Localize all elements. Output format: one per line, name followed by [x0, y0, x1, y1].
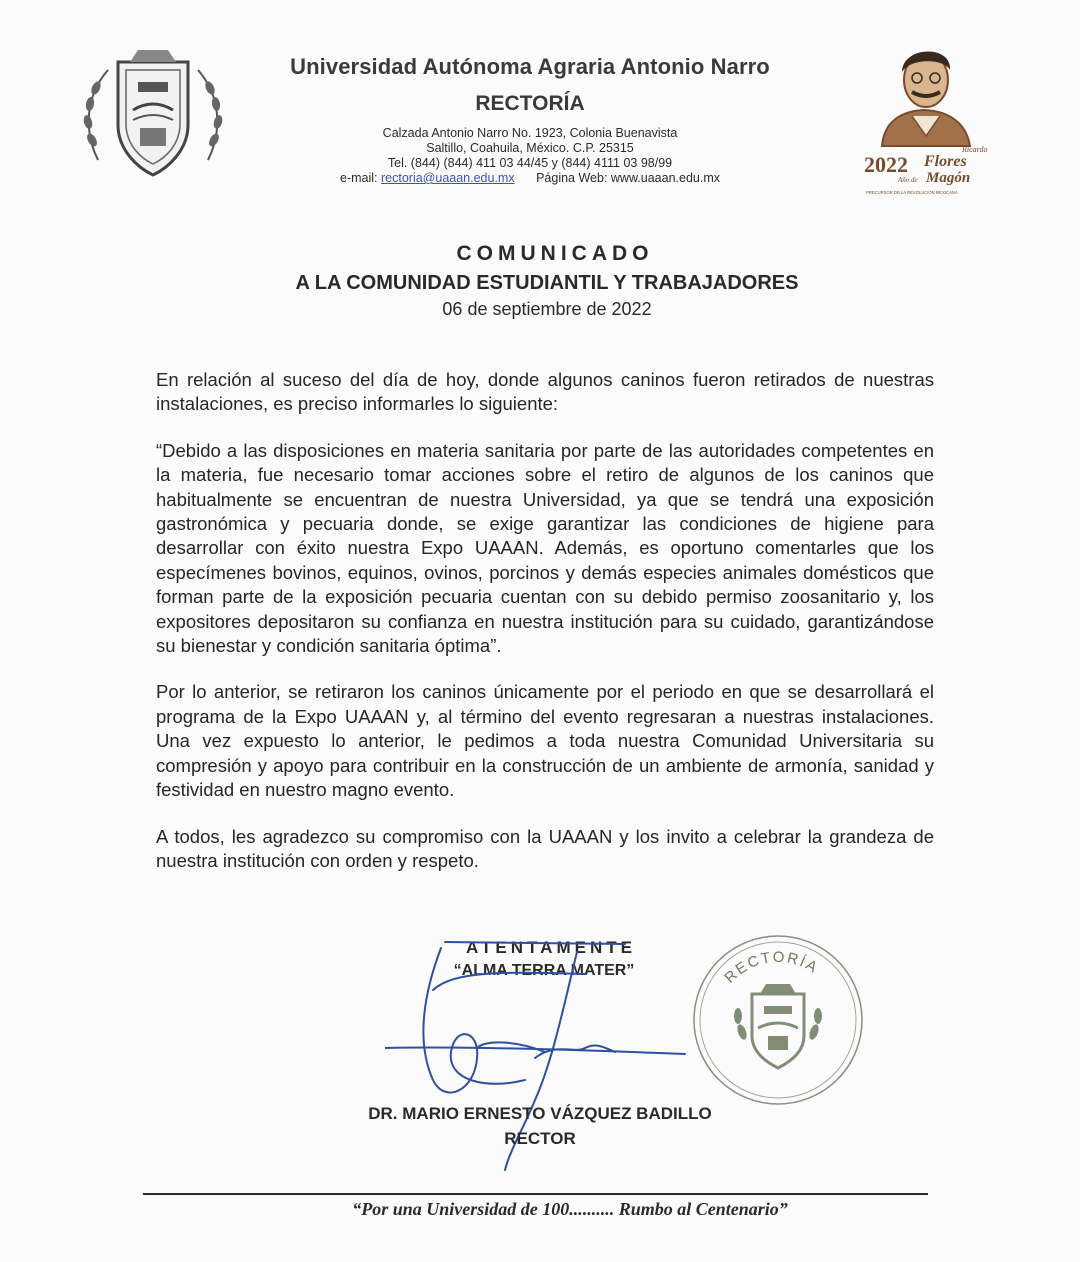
address-line-2: Saltillo, Coahuila, México. C.P. 25315 — [426, 141, 634, 155]
address-block — [250, 126, 810, 186]
title-audience: A LA COMUNIDAD ESTUDIANTIL Y TRABAJADORES — [295, 272, 799, 294]
address-line-1: Calzada Antonio Narro No. 1923, Colonia Buenavista — [382, 126, 678, 140]
paragraph-1: En relación al suceso del día de hoy, donde algunos caninos fueron retirados de nuestras instalaciones, es preciso informarles lo siguiente: — [156, 369, 934, 415]
svg-text:2022: 2022 — [864, 152, 908, 177]
svg-text:Flores: Flores — [924, 153, 967, 170]
document-date: 06 de septiembre de 2022 — [442, 299, 652, 319]
footer-slogan: “Por una Universidad de 100.......... Rumbo al Centenario” — [352, 1199, 788, 1219]
svg-text:RECTORÍA: RECTORÍA — [721, 948, 822, 987]
university-seal-icon — [78, 40, 228, 185]
signer-block — [340, 1104, 740, 1149]
rectoria-stamp-icon — [690, 932, 866, 1108]
contact-line — [250, 171, 810, 186]
university-name: Universidad Autónoma Agraria Antonio Narro — [290, 54, 770, 79]
flores-magon-logo-icon — [862, 36, 990, 198]
phone-line: Tel. (844) (844) 411 03 44/45 y (844) 4111 03 98/99 — [387, 156, 673, 170]
footer-divider — [143, 1193, 928, 1195]
closing-motto: “ALMA TERRA MATER” — [453, 962, 635, 979]
title-comunicado: COMUNICADO — [456, 242, 654, 265]
svg-text:PRECURSOR DE LA REVOLUCIÓN MEX: PRECURSOR DE LA REVOLUCIÓN MEXICANA — [866, 190, 958, 195]
paragraph-3: Por lo anterior, se retiraron los caninos únicamente por el periodo en que se desarrollará el programa de la Expo UAAAN y, al término del evento regresaran a nuestras instalaciones. Una vez expuesto lo anterior, le pedimos a toda nuestra Comunidad Universitaria su compresión y apoyo para contribuir en la construcción de un ambiente de armonía, sanidad y festividad en nuestro magno evento. — [156, 681, 934, 801]
svg-text:Ricardo: Ricardo — [962, 145, 988, 154]
email-label: e-mail: — [340, 171, 378, 185]
svg-text:Año de: Año de — [898, 176, 918, 184]
signer-name: DR. MARIO ERNESTO VÁZQUEZ BADILLO — [368, 1104, 712, 1123]
communique-body — [156, 368, 934, 895]
email-link[interactable]: rectoria@uaaan.edu.mx — [381, 171, 515, 185]
closing-atentamente: ATENTAMENTE — [466, 938, 636, 957]
website-text: Página Web: www.uaaan.edu.mx — [536, 171, 720, 185]
office-name: RECTORÍA — [475, 92, 585, 115]
communique-title — [0, 242, 1080, 320]
handwritten-signature — [385, 930, 695, 1190]
paragraph-4: A todos, les agradezco su compromiso con la UAAAN y los invito a celebrar la grandeza de nuestra institución con orden y respeto. — [156, 825, 934, 871]
letterhead — [250, 54, 810, 186]
paragraph-2: “Debido a las disposiciones en materia sanitaria por parte de las autoridades competentes en la materia, fue necesario tomar acciones sobre el retiro de algunos de los caninos que habitualmente se encuentran de nuestra Universidad, ya que se tendrá una exposición gastronómica y pecuaria donde, se exige garantizar las condiciones de higiene para desarrollar con éxito nuestra Expo UAAAN. Además, es oportuno comentarles que los especímenes bovinos, equinos, ovinos, porcinos y demás especies animales domésticos que forman parte de la exposición pecuaria cuentan con su debido permiso zoosanitario y, los expositores depositaron su confianza en nuestra institución para su cuidado, garantizándose su bienestar y condición sanitaria óptima”. — [156, 439, 934, 657]
signer-role: RECTOR — [504, 1129, 576, 1148]
svg-text:Magón: Magón — [926, 170, 971, 186]
